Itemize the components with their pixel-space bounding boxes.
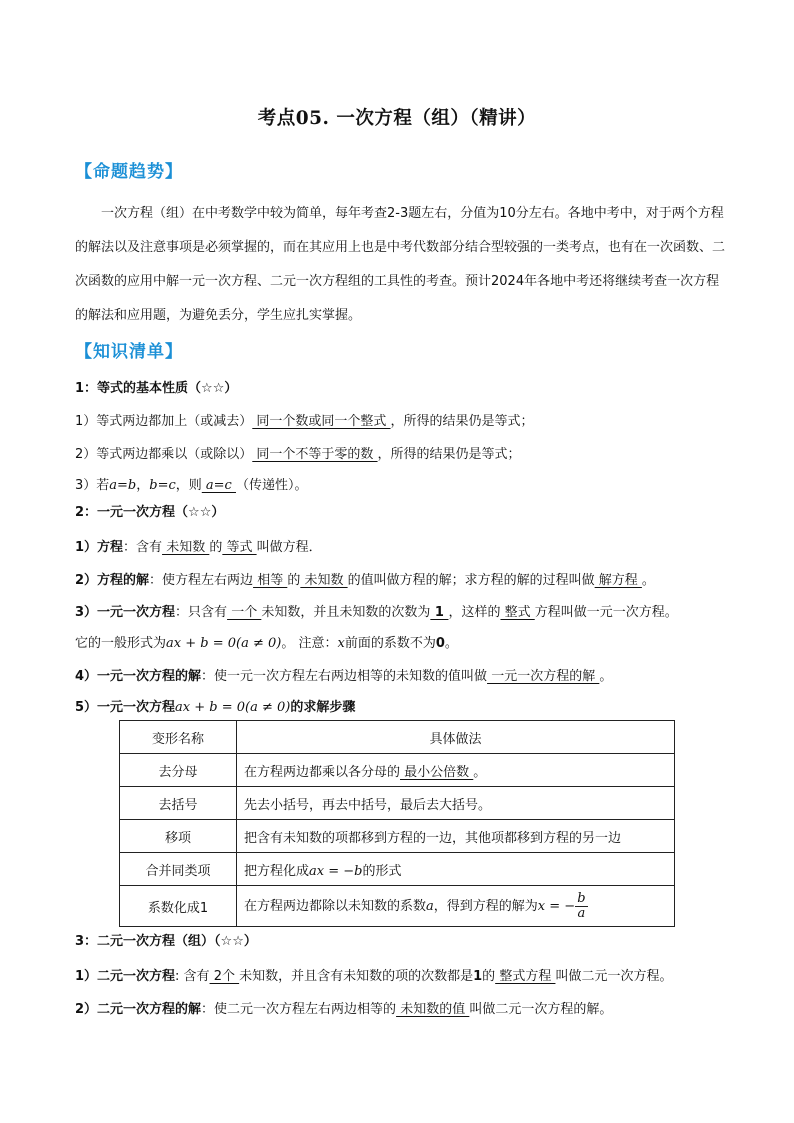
text: ：只含有 <box>175 605 228 620</box>
formula: ax = −b <box>309 863 363 879</box>
text: 。 <box>641 573 655 588</box>
blank-answer: 等式 <box>222 540 257 555</box>
general-form-line <box>75 632 458 651</box>
text: （传递性）。 <box>235 478 308 493</box>
fraction-denominator: a <box>577 905 586 921</box>
step-name: 系数化成1 <box>120 886 237 927</box>
formula: ax + b = 0(a ≠ 0) <box>175 700 291 715</box>
table-row <box>120 787 675 820</box>
section-heading-knowledge: 【知识清单】 <box>75 342 183 362</box>
text: 在方程两边都除以未知数的系数 <box>244 898 427 914</box>
heading-linear-equation: 2：一元一次方程（☆☆） <box>75 505 225 520</box>
text: ：含有 <box>123 540 163 555</box>
blank-answer: 同一个不等于零的数 <box>252 447 378 462</box>
text: 3）若 <box>75 478 110 493</box>
step-name: 移项 <box>120 820 237 853</box>
blank-answer: a=c <box>201 478 236 493</box>
text: 。 <box>444 636 458 651</box>
text: ：使方程左右两边 <box>149 573 254 588</box>
solving-steps-table <box>119 720 675 927</box>
text: 的形式 <box>362 863 402 879</box>
blank-answer: 同一个数或同一个整式 <box>252 414 391 429</box>
def-equation <box>75 536 322 555</box>
text: : 含有 <box>175 969 210 984</box>
text: ：使二元一次方程左右两边相等的 <box>201 1002 397 1017</box>
solving-steps-heading <box>75 696 355 715</box>
def-two-variable-solution <box>75 998 612 1017</box>
math-term: a <box>426 898 434 914</box>
text: 。 <box>599 669 613 684</box>
equality-property-2 <box>75 443 521 462</box>
text: 2）等式两边都乘以（或除以） <box>75 447 253 462</box>
text: ，所得的结果仍是等式； <box>377 447 521 462</box>
blank-answer: 1 <box>430 605 449 620</box>
equality-property-3 <box>75 474 308 493</box>
table-row <box>120 853 675 886</box>
equality-property-1 <box>75 410 534 429</box>
text: 。 注意： <box>281 636 338 651</box>
table-header-cell: 具体做法 <box>237 721 675 754</box>
term-label: 2）二元一次方程的解 <box>75 1002 202 1017</box>
text: 未知数，并且未知数的次数为 <box>261 605 431 620</box>
blank-answer: 未知数的值 <box>396 1002 470 1017</box>
step-name: 去括号 <box>120 787 237 820</box>
step-method: 把含有未知数的项都移到方程的一边，其他项都移到方程的另一边 <box>237 820 675 853</box>
text: ，得到方程的解为 <box>433 898 538 914</box>
blank-answer: 一个 <box>227 605 262 620</box>
text: 前面的系数不为 <box>344 636 436 651</box>
def-two-variable-equation <box>75 965 672 984</box>
blank-answer: 相等 <box>253 573 288 588</box>
def-linear-equation <box>75 601 678 620</box>
table-row <box>120 820 675 853</box>
text: ，这样的 <box>448 605 501 620</box>
term-label: 2）方程的解 <box>75 573 150 588</box>
text: ：使一元一次方程左右两边相等的未知数的值叫做 <box>201 669 488 684</box>
text: 叫做二元一次方程的解。 <box>469 1002 613 1017</box>
step-method <box>237 853 675 886</box>
step-method <box>237 754 675 787</box>
text: 5）一元一次方程 <box>75 700 176 715</box>
blank-answer: 整式 <box>500 605 535 620</box>
math-term: b=c <box>149 478 176 493</box>
blank-answer: 解方程 <box>594 573 642 588</box>
text: 在方程两边都乘以各分母的 <box>244 764 401 780</box>
table-header-cell: 变形名称 <box>120 721 237 754</box>
text: 未知数，并且含有未知数的项的次数都是 <box>239 969 474 984</box>
step-method: 先去小括号，再去中括号，最后去大括号。 <box>237 787 675 820</box>
heading-two-variable-equation: 3：二元一次方程（组）（☆☆） <box>75 934 257 949</box>
step-name: 去分母 <box>120 754 237 787</box>
math-term: x <box>337 636 345 651</box>
math-term: a=b <box>109 478 137 493</box>
formula: ax + b = 0(a ≠ 0) <box>166 636 282 651</box>
trend-paragraph: 一次方程（组）在中考数学中较为简单，每年考查2-3题左右，分值为10分左右。各地中考中，对于两个方程的解法以及注意事项是必须掌握的，而在其应用上也是中考代数部分结合型较强的一类考点，也有在一次函数、二次函数的应用中解一元一次方程、二元一次方程组的工具性的考查。预计2024年各地中考还将继续考查一次方程的解法和应用题，为避免丢分，学生应扎实掌握。 <box>75 206 726 323</box>
term-label: 1）二元一次方程 <box>75 969 176 984</box>
text: 叫做方程． <box>256 540 322 555</box>
fraction-numerator: b <box>577 890 586 906</box>
text: ，所得的结果仍是等式； <box>390 414 534 429</box>
blank-answer: 未知数 <box>162 540 210 555</box>
page-title: 考点05. 一次方程（组）（精讲） <box>257 108 537 129</box>
text: 的求解步骤 <box>290 700 356 715</box>
text: 1 <box>473 969 483 984</box>
text: 。 <box>473 764 487 780</box>
text: 把方程化成 <box>244 863 310 879</box>
section-heading-trend: 【命题趋势】 <box>75 162 183 182</box>
table-header-row <box>120 721 675 754</box>
term-label: 3）一元一次方程 <box>75 605 176 620</box>
def-solution <box>75 569 655 588</box>
term-label: 4）一元一次方程的解 <box>75 669 202 684</box>
formula: x = − <box>537 898 576 914</box>
blank-answer: 未知数 <box>300 573 348 588</box>
text: 0 <box>435 636 445 651</box>
text: 的 <box>287 573 301 588</box>
text: ， <box>136 478 150 493</box>
text: 1）等式两边都加上（或减去） <box>75 414 253 429</box>
table-row <box>120 754 675 787</box>
text: ，则 <box>175 478 202 493</box>
blank-answer: 2个 <box>209 969 240 984</box>
blank-answer: 一元一次方程的解 <box>487 669 600 684</box>
blank-answer: 最小公倍数 <box>400 764 474 780</box>
table-row <box>120 886 675 927</box>
text: 的值叫做方程的解；求方程的解的过程叫做 <box>347 573 595 588</box>
blank-answer: 整式方程 <box>495 969 556 984</box>
step-name: 合并同类项 <box>120 853 237 886</box>
heading-equality-properties: 1：等式的基本性质（☆☆） <box>75 381 238 396</box>
text: 叫做二元一次方程。 <box>555 969 673 984</box>
text: 的 <box>482 969 496 984</box>
def-linear-solution <box>75 665 612 684</box>
term-label: 1）方程 <box>75 540 124 555</box>
step-method <box>237 886 675 927</box>
text: 方程叫做一元一次方程。 <box>534 605 678 620</box>
fraction <box>575 892 587 921</box>
text: 它的一般形式为 <box>75 636 167 651</box>
text: 的 <box>209 540 223 555</box>
